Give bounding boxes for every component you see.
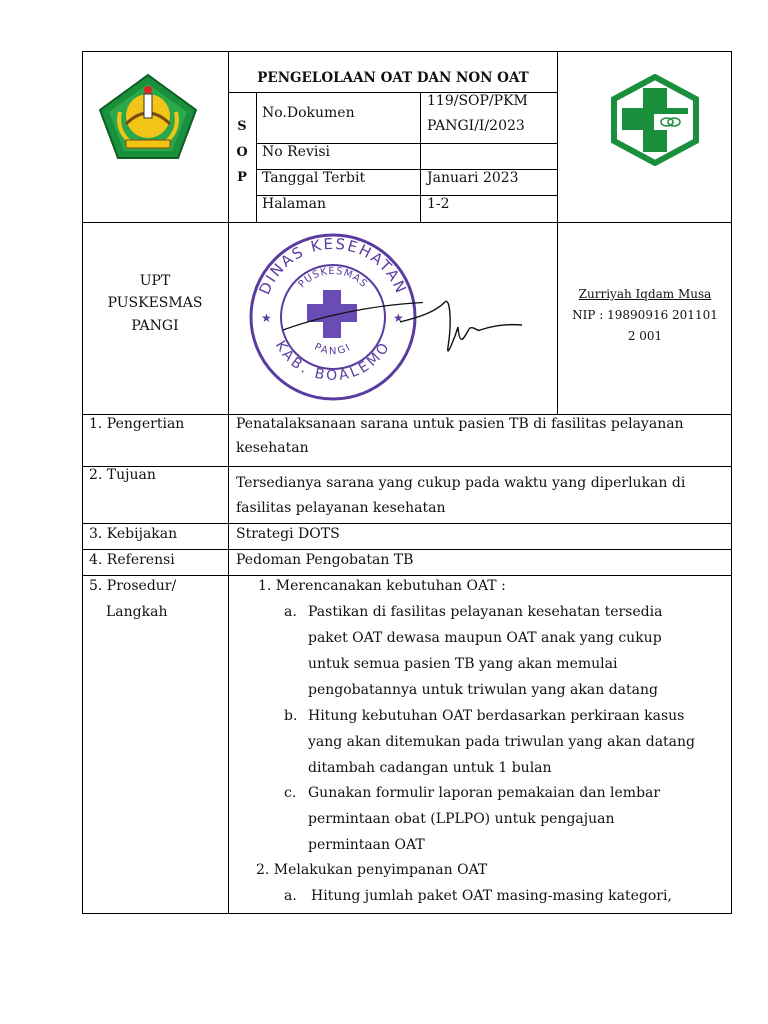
sop-letter-o: O xyxy=(236,145,248,160)
tanggal-terbit-label: Tanggal Terbit xyxy=(262,170,366,186)
document-title: PENGELOLAAN OAT DAN NON OAT xyxy=(257,70,529,86)
tanggal-terbit-value: Januari 2023 xyxy=(427,170,519,186)
prosedur-step-1b-line: ditambah cadangan untuk 1 bulan xyxy=(308,760,552,776)
tujuan-text-1: Tersedianya sarana yang cukup pada waktu yang diperlukan di xyxy=(236,475,686,491)
prosedur-step-1a-line: Pastikan di fasilitas pelayanan kesehatan tersedia xyxy=(308,604,663,620)
org-line-pangi: PANGI xyxy=(131,318,179,334)
tujuan-text-2: fasilitas pelayanan kesehatan xyxy=(236,500,446,516)
signer-name: Zurriyah Iqdam Musa xyxy=(578,287,712,301)
kebijakan-label: 3. Kebijakan xyxy=(89,526,178,542)
svg-text:★: ★ xyxy=(393,311,404,325)
no-dokumen-value-1: 119/SOP/PKM xyxy=(427,93,528,109)
org-line-puskesmas: PUSKESMAS xyxy=(107,295,203,311)
prosedur-step-1a-line: pengobatannya untuk triwulan yang akan datang xyxy=(308,682,658,698)
sop-letter-s: S xyxy=(237,119,247,134)
no-dokumen-label: No.Dokumen xyxy=(262,105,355,121)
col-divider-value xyxy=(420,92,421,222)
pengertian-text-2: kesehatan xyxy=(236,440,309,456)
prosedur-label-2: Langkah xyxy=(106,604,168,620)
prosedur-step-1b-line: Hitung kebutuhan OAT berdasarkan perkiraan kasus xyxy=(308,708,685,724)
pengertian-text-1: Penatalaksanaan sarana untuk pasien TB di fasilitas pelayanan xyxy=(236,416,684,432)
tujuan-label: 2. Tujuan xyxy=(89,467,156,483)
svg-text:PANGI xyxy=(312,342,353,358)
signature-icon xyxy=(400,292,525,372)
prosedur-step-1a-line: paket OAT dewasa maupun OAT anak yang cukup xyxy=(308,630,662,646)
no-dokumen-value-2: PANGI/I/2023 xyxy=(427,118,525,134)
sop-letter-p: P xyxy=(237,170,247,185)
prosedur-step-1c-line: Gunakan formulir laporan pemakaian dan lembar xyxy=(308,785,661,801)
org-line-upt: UPT xyxy=(139,273,171,289)
row-divider-header xyxy=(82,222,732,223)
referensi-text: Pedoman Pengobatan TB xyxy=(236,552,414,568)
prosedur-step-2a-line: Hitung jumlah paket OAT masing-masing kategori, xyxy=(311,888,672,904)
halaman-label: Halaman xyxy=(262,196,327,212)
signer-nip-1: NIP : 19890916 201101 xyxy=(572,308,718,322)
row-divider-tujuan xyxy=(82,523,732,524)
official-stamp-icon xyxy=(243,232,423,402)
halaman-value: 1-2 xyxy=(427,196,450,212)
prosedur-step-1b-line: yang akan ditemukan pada triwulan yang akan datang xyxy=(308,734,696,750)
no-revisi-label: No Revisi xyxy=(262,144,331,160)
prosedur-step-1: 1. Merencanakan kebutuhan OAT : xyxy=(258,578,506,594)
col-divider-left xyxy=(228,51,229,914)
signer-nip-2: 2 001 xyxy=(627,329,663,343)
row-divider-pengertian xyxy=(82,466,732,467)
pengertian-label: 1. Pengertian xyxy=(89,416,185,432)
svg-text:★: ★ xyxy=(261,311,272,325)
stamp-outer-top: DINAS KESEHATAN xyxy=(255,234,411,298)
stamp-inner-top: PUSKESMAS xyxy=(296,265,370,291)
prosedur-step-1c-line: permintaan obat (LPLPO) untuk pengajuan xyxy=(308,811,615,827)
stamp-inner-bottom: PANGI xyxy=(312,341,354,358)
prosedur-step-1c-line: permintaan OAT xyxy=(308,837,425,853)
col-divider-right xyxy=(557,51,558,414)
prosedur-step-1c-marker: c. xyxy=(284,785,297,801)
puskesmas-logo-icon xyxy=(610,74,700,166)
prosedur-step-1b-marker: b. xyxy=(284,708,298,724)
prosedur-step-2a-marker: a. xyxy=(284,888,297,904)
prosedur-label-1: 5. Prosedur/ xyxy=(89,578,177,594)
prosedur-step-1a-marker: a. xyxy=(284,604,297,620)
stamp-outer-bottom: KAB. BOALEMO xyxy=(271,338,395,385)
regency-logo-icon xyxy=(96,72,200,162)
kebijakan-text: Strategi DOTS xyxy=(236,526,340,542)
col-divider-sop xyxy=(256,92,257,222)
prosedur-step-1a-line: untuk semua pasien TB yang akan memulai xyxy=(308,656,618,672)
referensi-label: 4. Referensi xyxy=(89,552,175,568)
prosedur-step-2: 2. Melakukan penyimpanan OAT xyxy=(256,862,488,878)
svg-text:PUSKESMAS xyxy=(297,266,370,290)
